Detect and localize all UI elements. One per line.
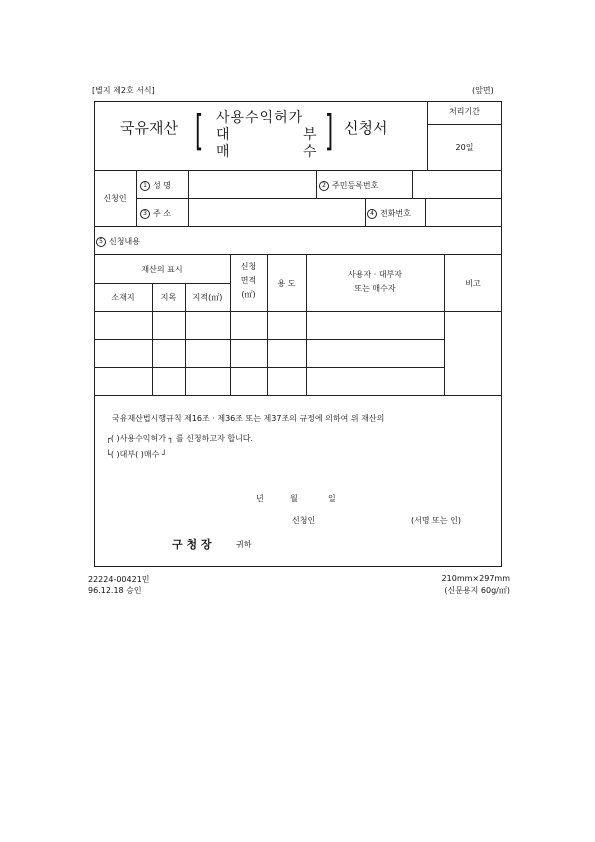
page-side-label: (앞면) xyxy=(472,86,494,95)
col-land-area: 지적(㎡) xyxy=(192,293,223,302)
paper-size: 210mm×297mm xyxy=(441,574,510,583)
circled-number-3: 3 xyxy=(140,209,150,219)
bracket-top-left: ┌ xyxy=(106,434,111,443)
title-option-lease-b: 부 xyxy=(303,127,317,143)
resident-number-field[interactable] xyxy=(413,171,501,197)
col-user-line1: 사용자 · 대부자 xyxy=(348,270,402,279)
col-applied-area-line1: 신청 xyxy=(240,262,257,271)
right-bracket: ] xyxy=(325,106,334,155)
statement-line1: 국유재산법시행규칙 제16조 · 제36조 또는 제37조의 규정에 의하여 위 재산의 xyxy=(112,414,385,423)
name-label-text: 성 명 xyxy=(153,181,171,190)
form-number: [별지 제2호 서식] xyxy=(92,86,155,95)
title-prefix: 국유재산 xyxy=(120,119,178,137)
signature-field[interactable] xyxy=(322,510,406,526)
col-remarks: 비고 xyxy=(465,279,481,288)
bracket-bottom-right: ┘ xyxy=(159,450,167,459)
signature-note: (서명 또는 인) xyxy=(411,516,461,525)
address-field[interactable] xyxy=(189,199,364,225)
title-option-purchase-a: 매 xyxy=(216,144,230,160)
statement-line3 xyxy=(106,449,167,460)
processing-period-value: 20일 xyxy=(455,143,474,152)
approval-date: 96.12.18 승인 xyxy=(88,586,142,595)
statement-line2-tail: 를 신청하고자 합니다. xyxy=(175,434,254,443)
date-year: 년 xyxy=(256,494,264,503)
circled-number-1: 1 xyxy=(140,181,150,191)
table-row[interactable] xyxy=(95,368,444,394)
application-content-label-text: 신청내용 xyxy=(109,237,140,246)
col-applied-area xyxy=(230,260,267,302)
statement-license-option: ( )사용수익허가 xyxy=(110,434,166,443)
applicant-label: 신청인 xyxy=(103,194,127,203)
col-property-display: 재산의 표시 xyxy=(141,265,183,274)
resident-number-label-text: 주민등록번호 xyxy=(332,181,379,190)
col-location: 소재지 xyxy=(111,293,135,302)
col-usage: 용 도 xyxy=(277,279,296,288)
col-user-line2: 또는 매수자 xyxy=(354,284,396,293)
table-row[interactable] xyxy=(95,340,444,366)
bracket-top-right: ┐ xyxy=(165,434,174,443)
address-label xyxy=(140,208,171,219)
circled-number-2: 2 xyxy=(319,181,329,191)
circled-number-5: 5 xyxy=(96,237,106,247)
title-suffix: 신청서 xyxy=(344,119,388,137)
left-bracket: [ xyxy=(195,106,204,155)
date-day: 일 xyxy=(328,494,336,503)
phone-field[interactable] xyxy=(426,199,501,225)
resident-number-label xyxy=(319,180,378,191)
application-content-label xyxy=(96,236,140,247)
statement-line2 xyxy=(106,433,253,444)
col-applied-area-line2: 면적 xyxy=(240,276,257,285)
phone-label-text: 전화번호 xyxy=(380,209,411,218)
title-option-purchase-b: 수 xyxy=(303,144,317,160)
processing-period-label: 처리기간 xyxy=(449,107,480,116)
address-label-text: 주 소 xyxy=(153,209,171,218)
circled-number-4: 4 xyxy=(367,209,377,219)
date-month: 월 xyxy=(290,494,298,503)
phone-label xyxy=(367,208,411,219)
title-option-lease-a: 대 xyxy=(216,127,230,143)
signer-label: 신청인 xyxy=(292,516,316,525)
col-applied-area-line3: (㎡) xyxy=(241,290,256,299)
name-label xyxy=(140,180,171,191)
col-user xyxy=(306,268,444,296)
recipient-suffix: 귀하 xyxy=(236,540,252,549)
form-code: 22224-00421민 xyxy=(88,575,150,584)
col-land-category: 지목 xyxy=(160,293,177,302)
table-row[interactable] xyxy=(95,312,444,338)
name-field[interactable] xyxy=(189,171,315,197)
paper-spec: (신문용지 60g/㎡) xyxy=(444,586,510,595)
bracket-bottom-left: └ xyxy=(106,450,111,459)
statement-lease-purchase-option: ( )대부( )매수 xyxy=(110,450,160,459)
recipient-name: 구 청 장 xyxy=(172,538,212,551)
title-option-license: 사용수익허가 xyxy=(216,110,304,126)
